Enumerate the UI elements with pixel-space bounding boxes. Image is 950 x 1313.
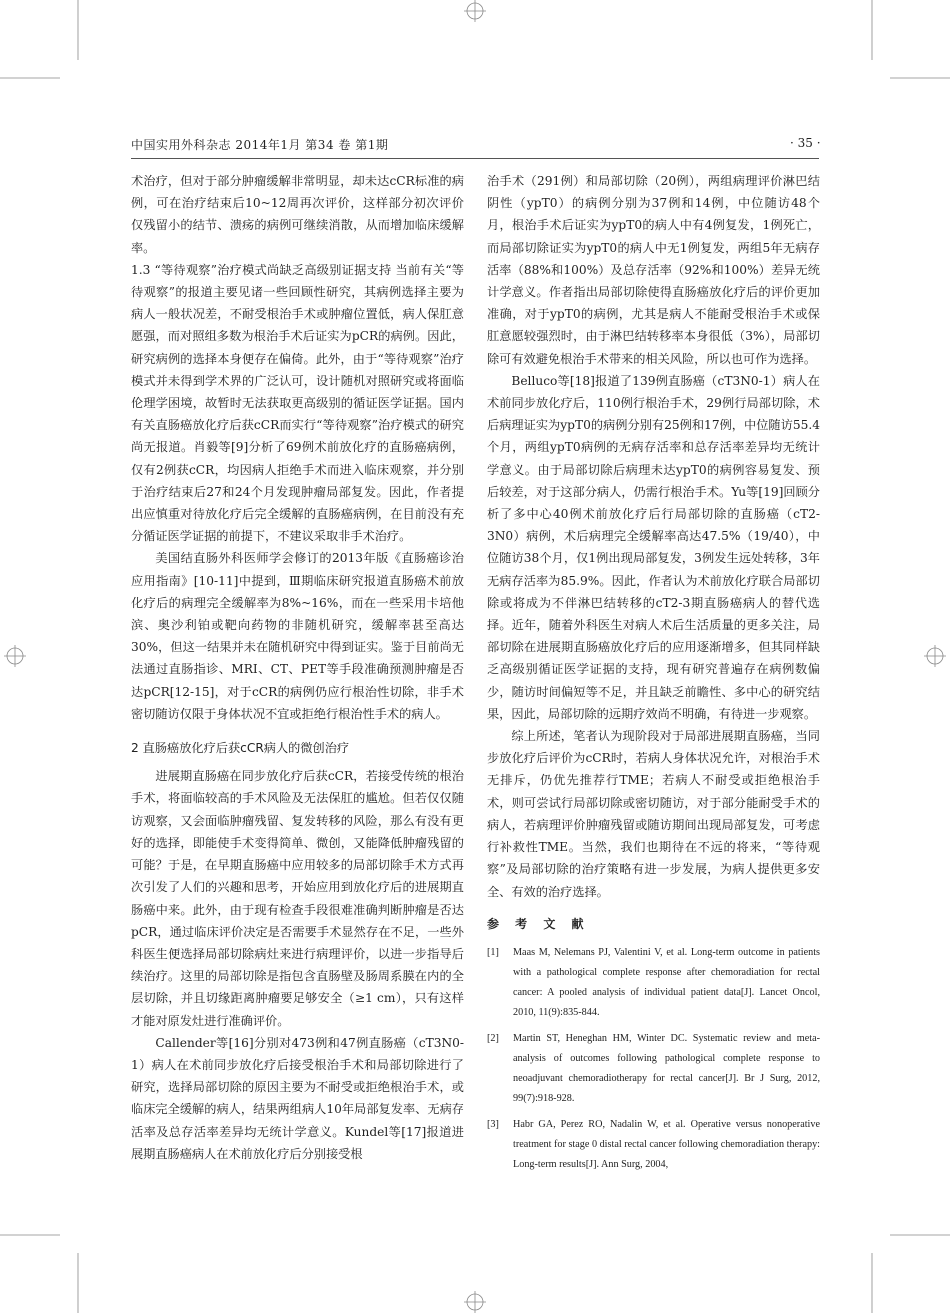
reference-number: [2] <box>487 1032 499 1044</box>
registration-mark-top <box>464 0 486 22</box>
paragraph: Callender等[16]分别对473例和47例直肠癌（cT3N0-1）病人在术前同步放化疗后接受根治手术和局部切除进行了研究，选择局部切除的原因主要为不耐受或拒绝根治手术，或临床完全缓解的病人，结果两组病人10年局部复发率、无病存活率及总存活率差异均无统计学意义。Kundel等[17]报道进展期直肠癌病人在术前放化疗后分别接受根 <box>131 1035 464 1161</box>
paragraph: Belluco等[18]报道了139例直肠癌（cT3N0-1）病人在术前同步放化疗后，110例行根治手术，29例行局部切除，术后病理证实为ypT0的病例分别有25例和17例，中位随访55.4个月，两组ypT0病例的无病存活率和总存活率差异均无统计学意义。由于局部切除后病理未达ypT0的病例容易复发、预后较差，对于这部分病人，仍需行根治手术。Yu等[19]回顾分析了多中心40例术前放化疗后行局部切除的直肠癌（cT2-3N0）病例，术后病理完全缓解率高达47.5%（19/40），中位随访38个月，仅1例出现局部复发，3例发生远处转移，3年无病存活率为85.9%。因此，作者认为术前放化疗联合局部切除或将成为不伴淋巴结转移的cT2-3期直肠癌病人的替代选择。近年，随着外科医生对病人术后生活质量的更多关注，局部切除在进展期直肠癌放化疗后的应用逐渐增多，但其同样缺乏高级别循证医学证据的支持，现有研究普遍存在病例数偏少，随访时间偏短等不足，并且缺乏前瞻性、多中心的研究结果，因此，局部切除的远期疗效尚不明确，有待进一步观察。 <box>487 373 820 721</box>
references-heading: 参 考 文 献 <box>487 916 590 931</box>
header-divider <box>131 158 819 159</box>
reference-item <box>487 1115 820 1175</box>
reference-text: Martin ST, Heneghan HM, Winter DC. Systematic review and meta-analysis of outcomes following pathological complete response to neoadjuvant chemoradiotherapy for rectal cancer[J]. Br J Surg, 2012, 99(7):918-928. <box>513 1032 820 1104</box>
paragraph: 治手术（291例）和局部切除（20例），两组病理评价淋巴结阴性（ypT0）的病例分别为37例和14例，中位随访48个月，根治手术后证实为ypT0的病人中有4例复发，1例死亡，而局部切除证实为ypT0的病人中无1例复发，两组5年无病存活率（88%和100%）及总存活率（92%和100%）差异无统计学意义。作者指出局部切除使得直肠癌放化疗后的评价更加准确，对于ypT0的病例，尤其是病人不能耐受根治手术或保肛意愿较强烈时，由于淋巴结转移率本身很低（3%），局部切除可有效避免根治手术带来的相关风险，所以也可作为选择。 <box>487 174 820 366</box>
reference-text: Maas M, Nelemans PJ, Valentini V, et al. Long-term outcome in patients with a pathological complete response after chemoradiation for rectal cancer: A pooled analysis of individual patient data[J]. Lancet Oncol, 2010, 11(9):835-844. <box>513 946 820 1018</box>
reference-item <box>487 1029 820 1109</box>
journal-header: 中国实用外科杂志 2014年1月 第34 卷 第1期 <box>131 138 389 152</box>
reference-text: Habr GA, Perez RO, Nadalin W, et al. Operative versus nonoperative treatment for stage 0 distal rectal cancer following chemoradiation therapy: Long-term results[J]. Ann Surg, 2004, <box>513 1118 820 1170</box>
registration-mark-right <box>924 645 946 667</box>
registration-mark-left <box>4 645 26 667</box>
section-1-3: 1.3 “等待观察”治疗模式尚缺乏高级别证据支持 当前有关“等待观察”的报道主要见诸一些回顾性研究，其病例选择主要为病人一般状况差，不耐受根治手术或肿瘤位置低，病人保肛意愿强，而对照组多数为根治手术后证实为pCR的病例。因此，研究病例的选择本身便存在偏倚。此外，由于“等待观察”治疗模式并未得到学术界的广泛认可，设计随机对照研究或将面临伦理学困境，故暂时无法获取更高级别的循证医学证据。国内有关直肠癌放化疗后获cCR而实行“等待观察”治疗模式的研究尚无报道。肖毅等[9]分析了69例术前放化疗的直肠癌病例，仅有2例获cCR，均因病人拒绝手术而进入临床观察，并分别于治疗结束后27和24个月发现肿瘤局部复发。因此，作者提出应慎重对待放化疗后完全缓解的直肠癌病例，在目前没有充分循证医学证据的前提下，不建议采取非手术治疗。 <box>131 262 464 544</box>
paragraph: 进展期直肠癌在同步放化疗后获cCR，若接受传统的根治手术，将面临较高的手术风险及无法保肛的尴尬。但若仅仅随访观察，又会面临肿瘤残留、复发转移的风险，那么有没有更好的选择，即能使手术变得简单、微创，又能降低肿瘤残留的可能？于是，在早期直肠癌中应用较多的局部切除手术方式再次引发了人们的兴趣和思考，开始应用到放化疗后的进展期直肠癌中来。此外，由于现有检查手段很难准确判断肿瘤是否达pCR，通过临床评价决定是否需要手术显然存在不足，一些外科医生便选择局部切除病灶来进行病理评价，以进一步指导后续治疗。这里的局部切除是指包含直肠壁及肠周系膜在内的全层切除，并且切缘距离肿瘤要足够安全（≥1 cm），只有这样才能对原发灶进行准确评价。 <box>131 769 464 1028</box>
left-column <box>131 170 464 1165</box>
right-column <box>487 170 820 1181</box>
paragraph: 综上所述，笔者认为现阶段对于局部进展期直肠癌，当同步放化疗后评价为cCR时，若病人身体状况允许，对根治手术无排斥，仍优先推荐行TME；若病人不耐受或拒绝根治手术，则可尝试行局部切除或密切随访，对于部分能耐受手术的病人，若病理评价肿瘤残留或随访期间出现局部复发，可考虑行补救性TME。当然，我们也期待在不远的将来，“等待观察”及局部切除的治疗策略有进一步发展，为病人提供更多安全、有效的治疗选择。 <box>487 729 820 899</box>
paragraph: 术治疗，但对于部分肿瘤缓解非常明显，却未达cCR标准的病例，可在治疗结束后10~12周再次评价，这样部分初次评价仅残留小的结节、溃疡的病例可继续消散，从而增加临床缓解率。 <box>131 174 464 255</box>
reference-number: [1] <box>487 946 499 958</box>
registration-mark-bottom <box>464 1291 486 1313</box>
page-number: · 35 · <box>790 136 821 150</box>
paragraph: 美国结直肠外科医师学会修订的2013年版《直肠癌诊治应用指南》[10-11]中提到，Ⅲ期临床研究报道直肠癌术前放化疗后的病理完全缓解率为8%~16%，而在一些采用卡培他滨、奥沙利铂或靶向药物的非随机研究，缓解率甚至高达30%，但这一结果并未在随机研究中得到证实。鉴于目前尚无法通过直肠指诊、MRI、CT、PET等手段准确预测肿瘤是否达pCR[12-15]，对于cCR的病例仍应行根治性切除，非手术密切随访仅限于身体状况不宜或拒绝行根治性手术的病人。 <box>131 551 464 721</box>
section-2-heading: 2 直肠癌放化疗后获cCR病人的微创治疗 <box>131 741 350 756</box>
reference-number: [3] <box>487 1118 499 1130</box>
reference-item <box>487 943 820 1023</box>
